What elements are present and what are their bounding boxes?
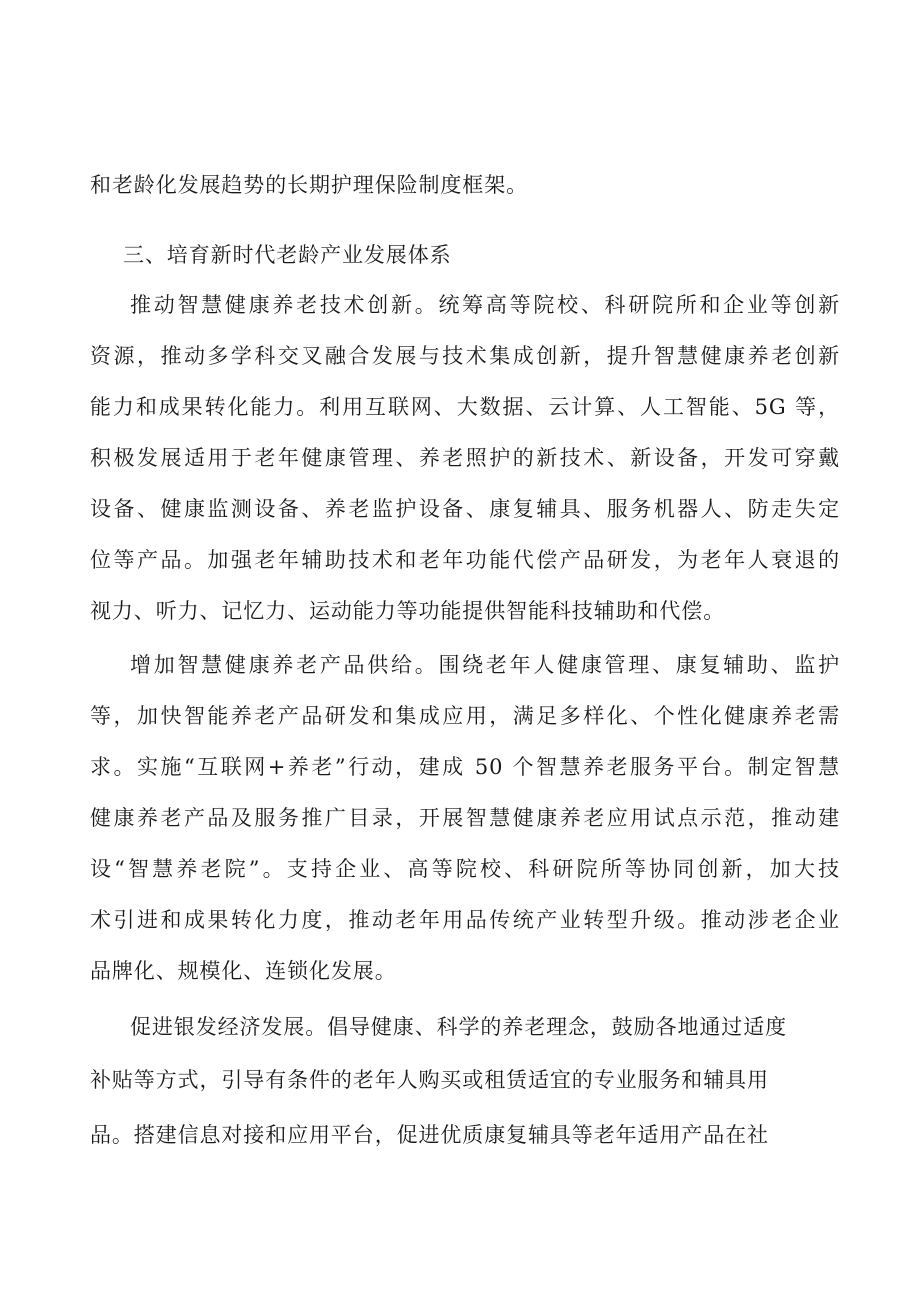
paragraph-1-line-7: 视力、听力、记忆力、运动能力等功能提供智能科技辅助和代偿。: [90, 599, 726, 623]
paragraph-1-line-3: 能力和成果转化能力。利用互联网、大数据、云计算、人工智能、5G 等，: [90, 395, 840, 419]
paragraph-1-line-1: 推动智慧健康养老技术创新。统筹高等院校、科研院所和企业等创新: [130, 293, 840, 317]
paragraph-3-line-1: 促进银发经济发展。倡导健康、科学的养老理念，鼓励各地通过适度: [130, 1015, 787, 1039]
paragraph-1-line-5: 设备、健康监测设备、养老监护设备、康复辅具、服务机器人、防走失定: [90, 497, 840, 521]
paragraph-3-line-2: 补贴等方式，引导有条件的老年人购买或租赁适宜的专业服务和辅具用: [90, 1068, 769, 1092]
text-line-1: 和老龄化发展趋势的长期护理保险制度框架。: [90, 173, 528, 197]
paragraph-2-line-6: 术引进和成果转化力度，推动老年用品传统产业转型升级。推动涉老企业: [90, 908, 840, 932]
paragraph-2-line-3: 求。实施“互联网+养老”行动，建成 50 个智慧养老服务平台。制定智慧: [90, 755, 840, 779]
paragraph-2-line-4: 健康养老产品及服务推广目录，开展智慧健康养老应用试点示范，推动建: [90, 806, 840, 830]
paragraph-2-line-5: 设“智慧养老院”。支持企业、高等院校、科研院所等协同创新，加大技: [90, 857, 840, 881]
section-heading: 三、培育新时代老龄产业发展体系: [123, 243, 452, 267]
paragraph-1-line-6: 位等产品。加强老年辅助技术和老年功能代偿产品研发，为老年人衰退的: [90, 548, 840, 572]
paragraph-1-line-2: 资源，推动多学科交叉融合发展与技术集成创新，提升智慧健康养老创新: [90, 344, 840, 368]
paragraph-2-line-2: 等，加快智能养老产品研发和集成应用，满足多样化、个性化健康养老需: [90, 704, 840, 728]
paragraph-3-line-3: 品。搭建信息对接和应用平台，促进优质康复辅具等老年适用产品在社: [90, 1123, 769, 1147]
paragraph-1-line-4: 积极发展适用于老年健康管理、养老照护的新技术、新设备，开发可穿戴: [90, 446, 840, 470]
paragraph-2-line-1: 增加智慧健康养老产品供给。围绕老年人健康管理、康复辅助、监护: [130, 653, 840, 677]
paragraph-2-line-7: 品牌化、规模化、连锁化发展。: [90, 959, 397, 983]
